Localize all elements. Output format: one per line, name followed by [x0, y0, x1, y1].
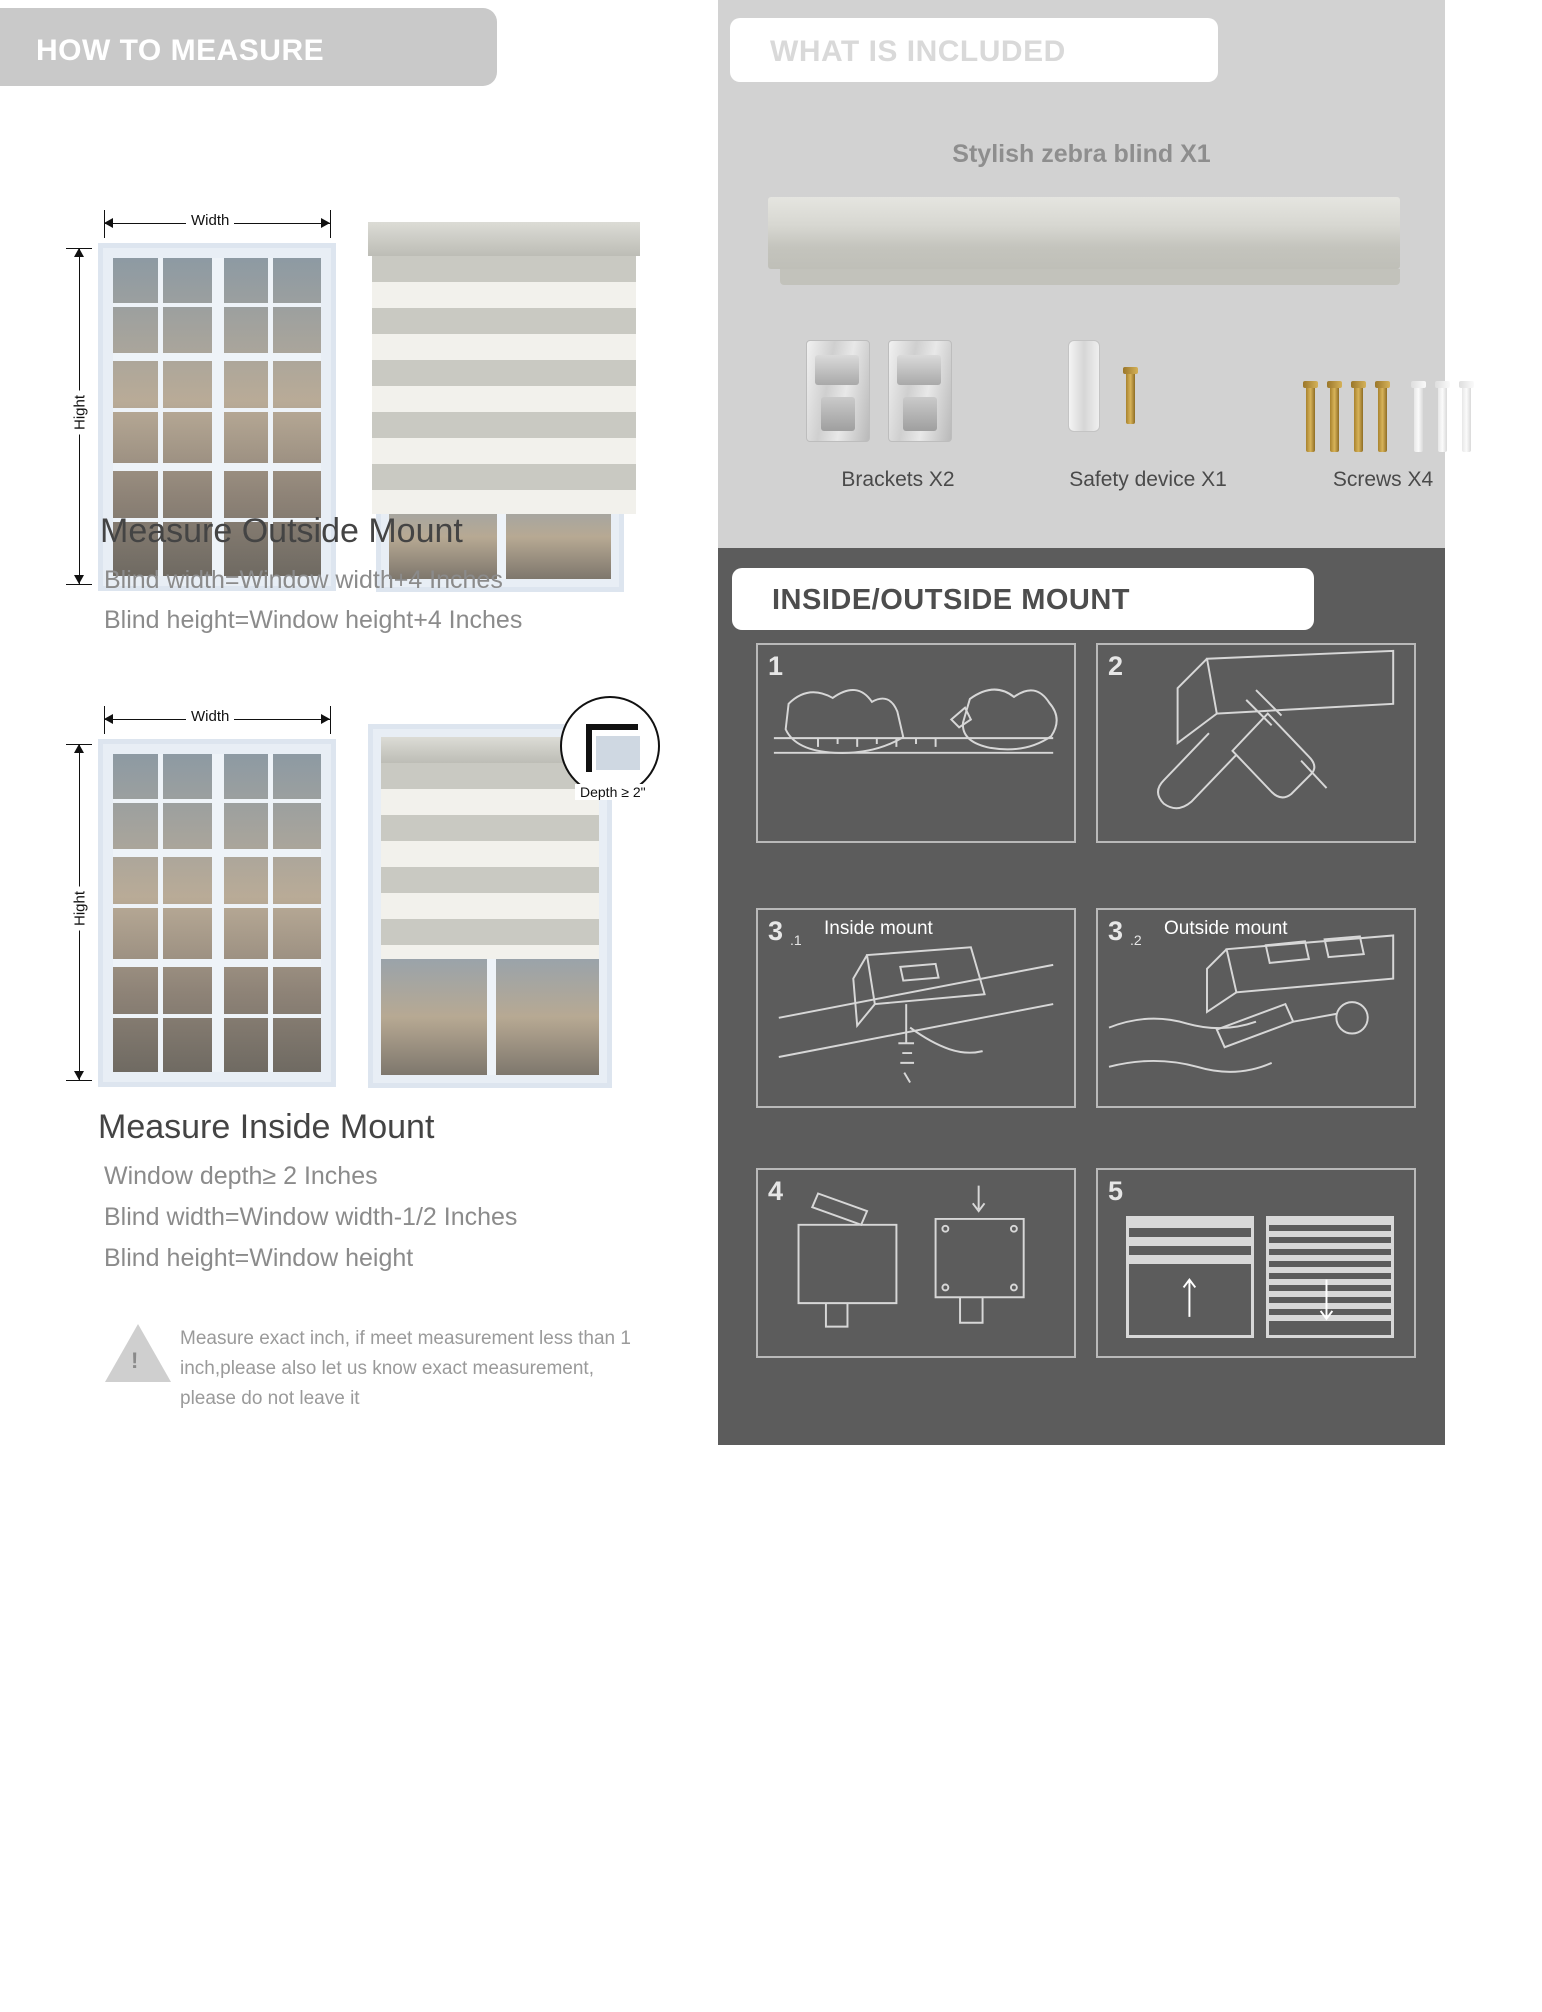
screws-label: Screws X4: [1332, 468, 1434, 491]
brackets-label: Brackets X2: [841, 468, 955, 491]
inside-outside-mount-panel: [718, 548, 1542, 2011]
step-4-caption: Install the blind: [796, 1990, 923, 2011]
depth-callout: [560, 696, 660, 796]
what-is-included-panel: [718, 0, 1445, 548]
screw-head-small: [1123, 367, 1138, 374]
step-3-1-number: 3: [768, 916, 784, 946]
screw-icon-small: [1126, 372, 1135, 424]
step-2-number: 2: [1108, 651, 1124, 681]
how-to-measure-header: [0, 8, 497, 86]
inside-height-label: Hight: [68, 887, 93, 931]
inside-mount-line-3: Blind height=Window height: [104, 1244, 414, 1272]
inside-mount-title: Measure Inside Mount: [98, 1108, 435, 1146]
zebra-blind-rail: [768, 197, 1400, 269]
inside-outside-mount-title: INSIDE/OUTSIDE MOUNT: [772, 584, 1131, 616]
outside-mount-line-2: Blind height=Window height+4 Inches: [104, 606, 523, 634]
step-4-number: 4: [768, 1176, 784, 1206]
zebra-blind-rail-lip: [780, 269, 1400, 285]
step-3-2-sketch: [1098, 910, 1414, 1106]
inside-mount-diagram: [0, 696, 712, 1096]
step-3-1-inline-label: Inside mount: [824, 918, 933, 939]
outside-width-label: Width: [186, 212, 234, 229]
outside-mount-diagram: [0, 100, 712, 500]
inside-width-label: Width: [186, 708, 234, 725]
outside-mount-line-1: Blind width=Window width+4 Inches: [104, 566, 503, 594]
safety-device-icon: [1068, 340, 1100, 432]
step-3-1: [756, 908, 1076, 1501]
inside-mount-line-2: Blind width=Window width-1/2 Inches: [104, 1203, 518, 1231]
depth-note: Depth ≥ 2": [575, 784, 651, 800]
screws-group: [1288, 340, 1468, 450]
step-3-2-subnumber: .2: [1130, 932, 1142, 948]
bracket-icon-2: [888, 340, 952, 442]
step-3-2-number: 3: [1108, 916, 1124, 946]
step-3-1-sketch: [758, 910, 1074, 1106]
step-1: [756, 643, 1076, 843]
step-4-sketch: [758, 1170, 1074, 1356]
inside-mount-line-1: Window depth≥ 2 Inches: [104, 1162, 378, 1190]
measure-warning: [0, 1320, 712, 1430]
step-3-1-subnumber: .1: [790, 932, 802, 948]
step-5-number: 5: [1108, 1176, 1124, 1206]
warning-text: Measure exact inch, if meet measurement less than 1 inch,please also let us know exact measurement, please do not leave it: [180, 1328, 631, 1409]
step-5-arrows: [1098, 1170, 1414, 1356]
safety-device-group: [1048, 340, 1248, 450]
step-3-1-caption: Drill holes & Inside bracket: [796, 1480, 1021, 1501]
bracket-icon-1: [806, 340, 870, 442]
how-to-measure-panel: [0, 0, 712, 1445]
step-2-sketch: [1098, 645, 1414, 841]
brackets-group: [788, 340, 1008, 450]
step-3-2-inline-label: Outside mount: [1164, 918, 1288, 939]
step-2-caption: Punch at marked position: [1476, 950, 1542, 1037]
how-to-measure-title: HOW TO MEASURE: [36, 34, 325, 67]
window-illustration-inside: [98, 739, 336, 1087]
product-title: Stylish zebra blind X1: [952, 140, 1211, 168]
step-1-number: 1: [768, 651, 784, 681]
step-1-sketch: [758, 645, 1074, 841]
inside-outside-mount-header: [732, 568, 1314, 630]
outside-mount-title: Measure Outside Mount: [100, 512, 463, 550]
what-is-included-header: [730, 18, 1218, 82]
step-5-caption: Finish: [1476, 1990, 1527, 2011]
what-is-included-title: WHAT IS INCLUDED: [770, 35, 1066, 68]
warning-exclamation: !: [131, 1348, 139, 1373]
outside-height-label: Hight: [68, 391, 93, 435]
step-3-2-caption: Drill holes & Inside bracket: [1476, 1480, 1539, 1589]
safety-device-label: Safety device X1: [1069, 468, 1227, 491]
